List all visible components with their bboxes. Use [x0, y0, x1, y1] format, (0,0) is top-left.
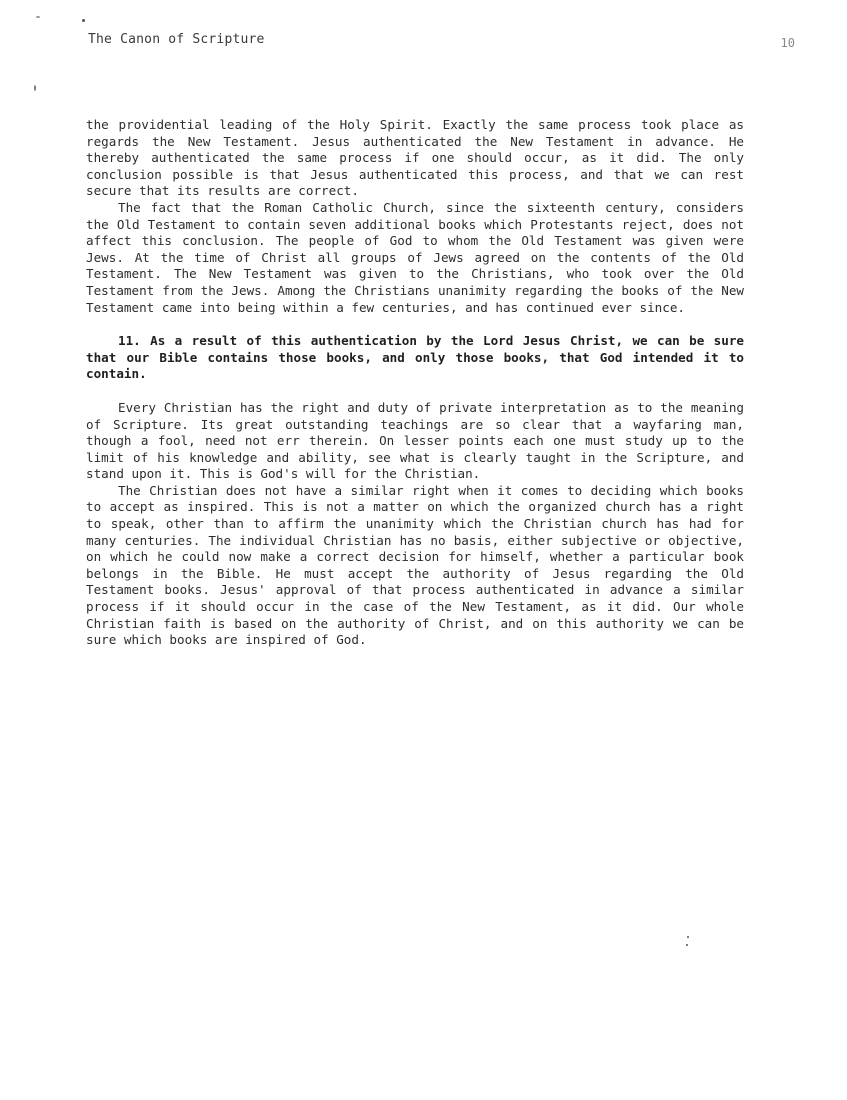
scan-speck: [36, 16, 40, 18]
page-number: 10: [780, 36, 795, 50]
paragraph-accepting-books: The Christian does not have a similar right when it comes to deciding which books to accept as inspired. This is not a matter on which the organized church has a right to speak, other than to affirm the unanimity which the Christian church has had for many centuries. The individual Christian has no basis, either subjective or objective, on which he could now make a correct decision for himself, whether a particular book belongs in the Bible. He must accept the authority of Jesus regarding the Old Testament books. Jesus' approval of that process authenticated in advance a similar process if it should occur in the case of the New Testament, as it did. Our whole Christian faith is based on the authority of Christ, and on this authority we can be sure which books are inspired of God.: [86, 482, 744, 648]
spacer: [86, 316, 744, 333]
point-11-heading: 11. As a result of this authentication by the Lord Jesus Christ, we can be sure that our Bible contains those books, and only those books, that God intended it to contain.: [86, 333, 744, 382]
body-text: [86, 117, 744, 649]
scan-speck: [34, 85, 36, 91]
running-header: The Canon of Scripture: [88, 32, 265, 47]
paragraph-private-interpretation: Every Christian has the right and duty of private interpretation as to the meaning of Scripture. Its great outstanding teachings are so clear that a wayfaring man, though a fool, need not err therein. On lesser points each one must study up to the limit of his knowledge and ability, see what is clearly taught in the Scripture, and stand upon it. This is God's will for the Christian.: [86, 399, 744, 482]
paragraph-roman-catholic: The fact that the Roman Catholic Church, since the sixteenth century, considers the Old Testament to contain seven additional books which Protestants reject, does not affect this conclusion. The people of God to whom the Old Testament was given were Jews. At the time of Christ all groups of Jews agreed on the contents of the Old Testament. The New Testament was given to the Christians, who took over the Old Testament from the Jews. Among the Christians unanimity regarding the books of the New Testament came into being within a few centuries, and has continued ever since.: [86, 199, 744, 315]
paragraph-continuation: the providential leading of the Holy Spirit. Exactly the same process took place as regards the New Testament. Jesus authenticated the New Testament in advance. He thereby authenticated the same process if one should occur, as it did. The only conclusion possible is that Jesus authenticated this process, and that we can rest secure that its results are correct.: [86, 117, 744, 199]
scan-speck: [686, 944, 688, 946]
spacer: [86, 383, 744, 400]
scan-speck: [82, 19, 85, 22]
scan-speck: [687, 936, 689, 938]
